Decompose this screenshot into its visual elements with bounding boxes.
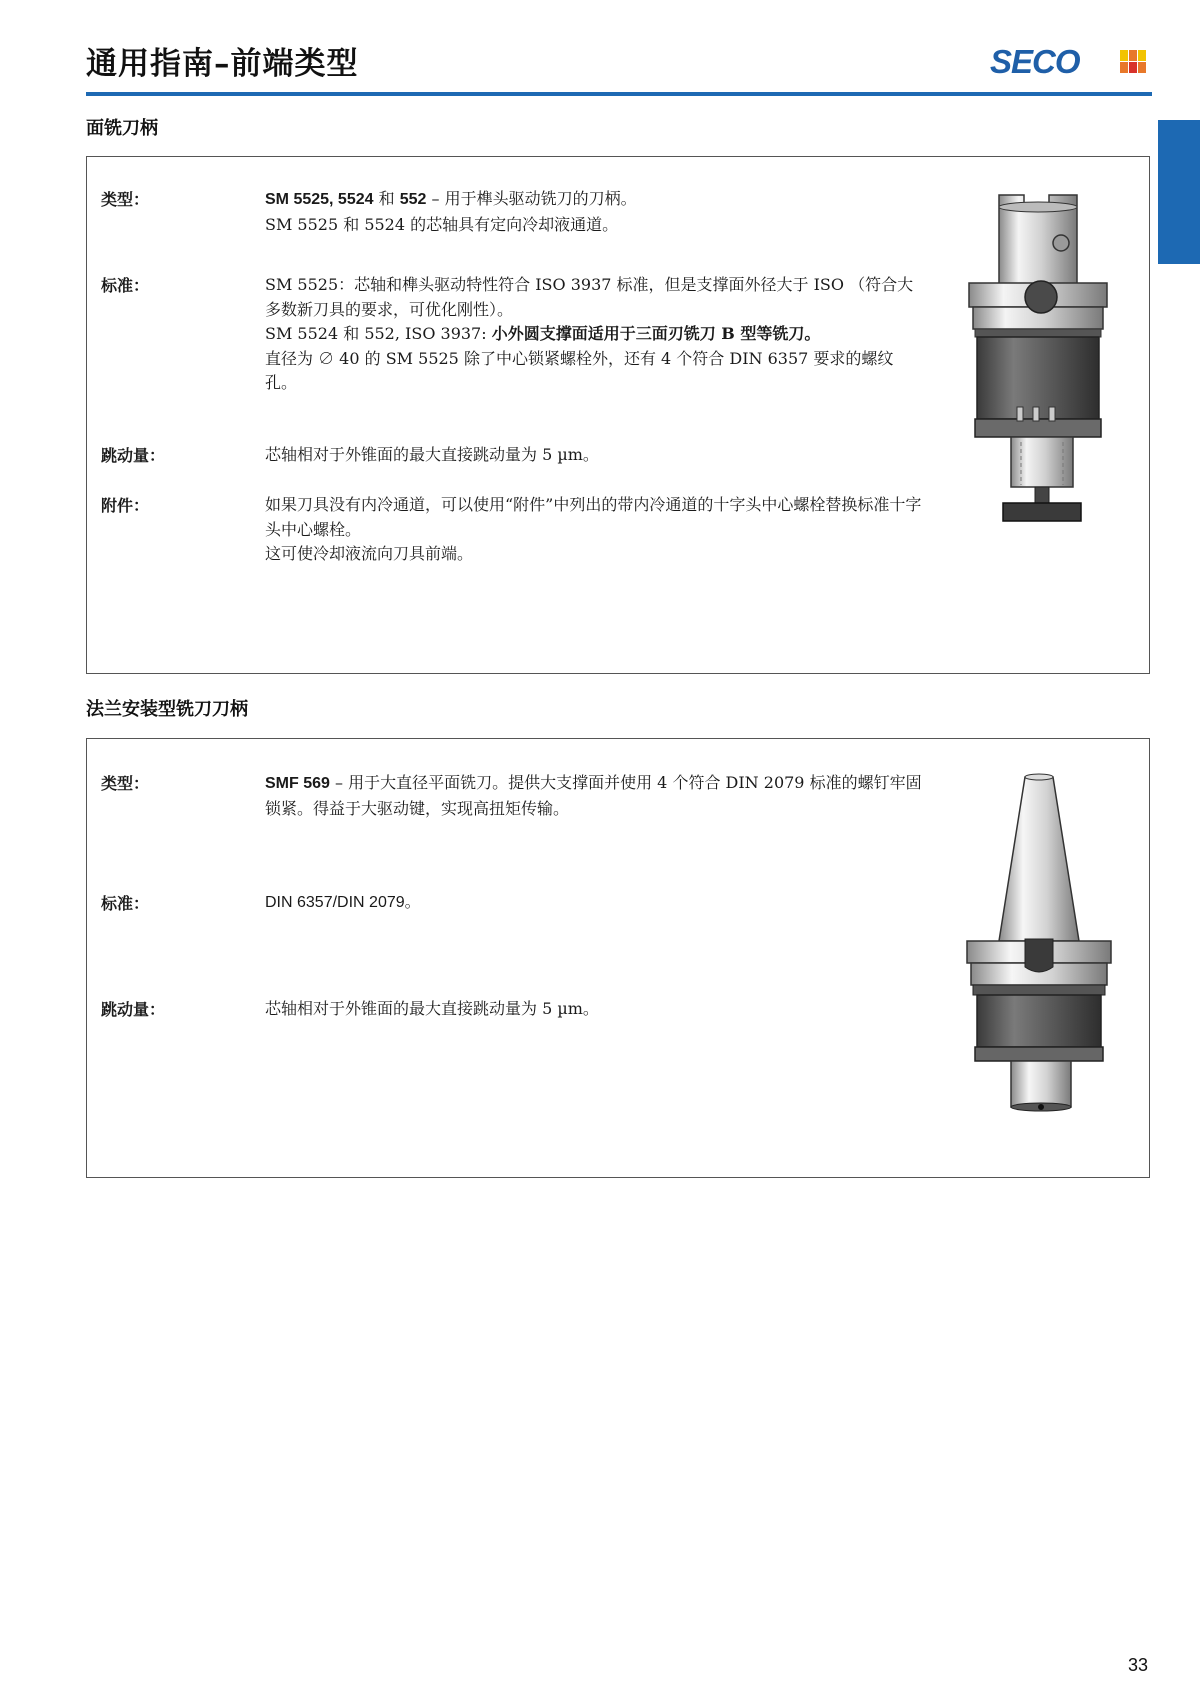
flange-mount-holder-box xyxy=(86,738,1150,1178)
standard-paragraph-3: 直径为 ∅ 40 的 SM 5525 除了中心锁紧螺栓外，还有 4 个符合 DIN 6357 要求的螺纹孔。 xyxy=(265,348,894,392)
header-rule xyxy=(86,92,1152,96)
standard-paragraph-2a: SM 5524 和 552, ISO 3937: xyxy=(265,324,492,343)
type-text-2 xyxy=(265,771,925,821)
type-line-2: SM 5525 和 5524 的芯轴具有定向冷却液通道。 xyxy=(265,214,619,234)
runout-label: 跳动量： xyxy=(101,446,166,465)
side-tab-marker xyxy=(1158,120,1200,264)
accessory-label: 附件： xyxy=(101,496,150,515)
seco-logo xyxy=(990,44,1150,80)
type-label-2: 类型： xyxy=(101,774,150,793)
page-title: 通用指南–前端类型 xyxy=(86,46,359,82)
face-mill-holder-illustration xyxy=(949,187,1139,537)
standard-text-2: DIN 6357/DIN 2079。 xyxy=(265,894,421,911)
standard-label: 标准： xyxy=(101,276,150,295)
standard-paragraph-1: SM 5525：芯轴和榫头驱动特性符合 ISO 3937 标准，但是支撑面外径大于 ISO （符合大多数新刀具的要求，可优化刚性）。 xyxy=(265,275,914,319)
standard-text xyxy=(265,273,925,396)
type-model-bold: SM 5525, 5524 xyxy=(265,191,374,208)
accessory-text xyxy=(265,493,925,567)
runout-text-2: 芯轴相对于外锥面的最大直接跳动量为 5 µm。 xyxy=(265,999,599,1018)
type-model-bold-2: 552 xyxy=(399,191,427,208)
type-description: – 用于榫头驱动铣刀的刀柄。 xyxy=(426,189,637,208)
logo-mark-icon xyxy=(1120,50,1146,74)
type-label: 类型： xyxy=(101,190,150,209)
runout-text: 芯轴相对于外锥面的最大直接跳动量为 5 µm。 xyxy=(265,445,599,464)
logo-text: SECO xyxy=(990,43,1080,80)
flange-mount-holder-illustration xyxy=(949,771,1139,1131)
face-mill-holder-box xyxy=(86,156,1150,674)
accessory-paragraph-2: 这可使冷却液流向刀具前端。 xyxy=(265,544,474,563)
section-title-face-mill-holders: 面铣刀柄 xyxy=(86,118,158,139)
type-and: 和 xyxy=(373,189,400,208)
standard-paragraph-2b: 小外圆支撑面适用于三面刃铣刀 B 型等铣刀。 xyxy=(491,324,821,343)
section-title-flange-mount-holders: 法兰安装型铣刀刀柄 xyxy=(86,699,248,720)
type-text xyxy=(265,187,925,237)
type-model-bold-smf: SMF 569 xyxy=(265,775,330,792)
runout-label-2: 跳动量： xyxy=(101,1000,166,1019)
page-number: 33 xyxy=(1128,1655,1149,1675)
type-description-2: – 用于大直径平面铣刀。提供大支撑面并使用 4 个符合 DIN 2079 标准的螺钉牢固锁紧。得益于大驱动键，实现高扭矩传输。 xyxy=(265,773,922,818)
accessory-paragraph-1: 如果刀具没有内冷通道，可以使用“附件”中列出的带内冷通道的十字头中心螺栓替换标准十字头中心螺栓。 xyxy=(265,495,922,539)
standard-label-2: 标准： xyxy=(101,894,150,913)
